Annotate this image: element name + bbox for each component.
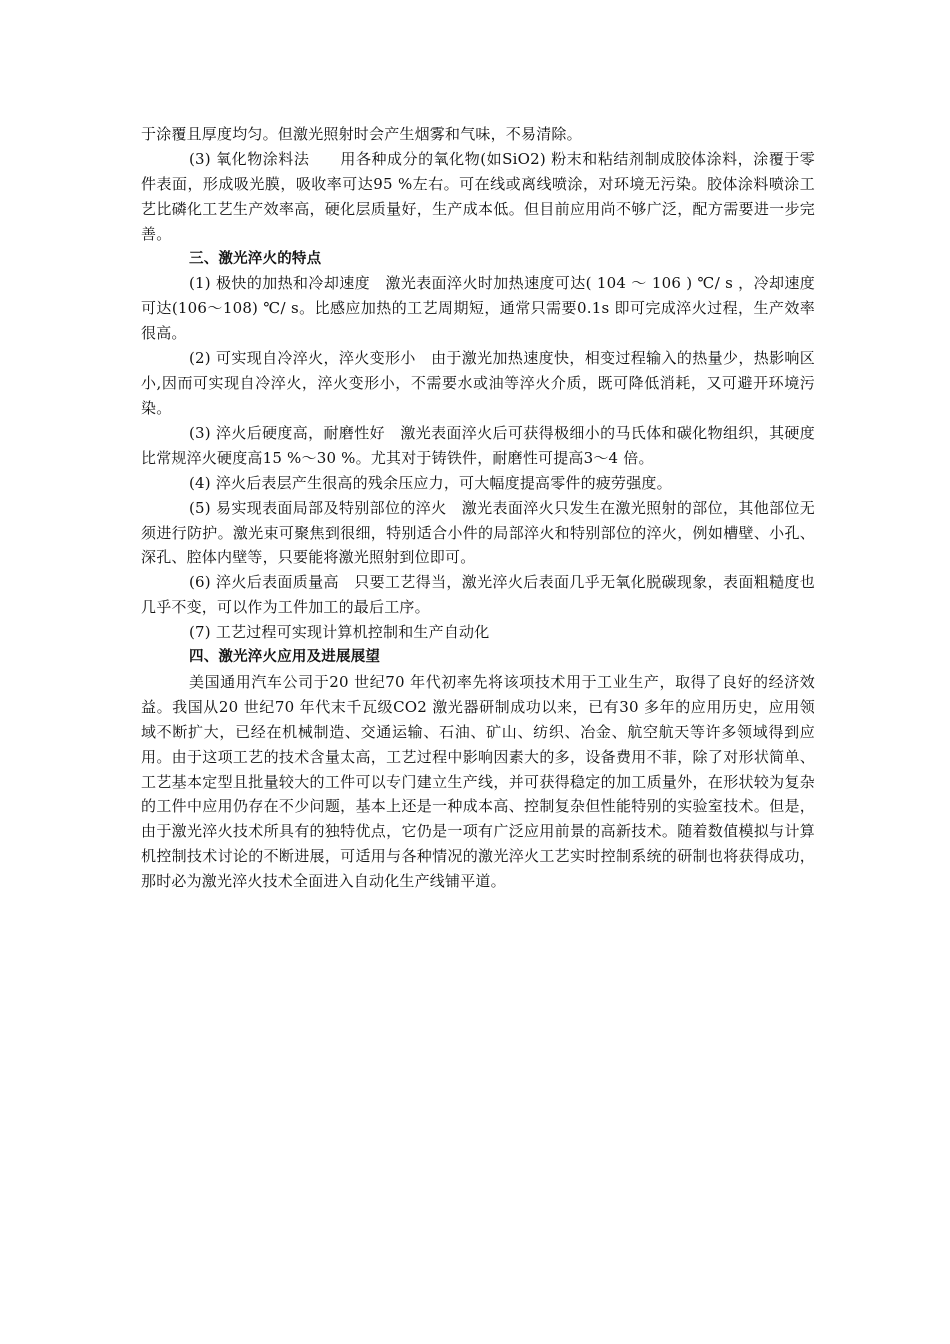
paragraph-feature-4: (4) 淬火后表层产生很高的残余压应力，可大幅度提高零件的疲劳强度。	[189, 473, 672, 492]
paragraph-feature-2: (2) 可实现自冷淬火，淬火变形小 由于激光加热速度快，相变过程输入的热量少，热影响区小,因而可实现自冷淬火，淬火变形小，不需要水或油等淬火介质，既可降低消耗，又可避开环境污染。	[141, 349, 815, 417]
paragraph-feature-1: (1) 极快的加热和冷却速度 激光表面淬火时加热速度可达( 104 ～ 106 ) ℃/ s ，冷却速度可达(106～108) ℃/ s。比感应加热的工艺周期短，通常只需要0.1s 即可完成淬火过程，生产效率很高。	[141, 274, 815, 343]
paragraph-feature-5: (5) 易实现表面局部及特别部位的淬火 激光表面淬火只发生在激光照射的部位，其他部位无须进行防护。激光束可聚焦到很细，特别适合小件的局部淬火和特别部位的淬火，例如槽壁、小孔、深孔、腔体内壁等，只要能将激光照射到位即可。	[141, 498, 815, 567]
paragraph-feature-7: (7) 工艺过程可实现计算机控制和生产自动化	[189, 623, 490, 642]
paragraph-feature-6: (6) 淬火后表面质量高 只要工艺得当，激光淬火后表面几乎无氧化脱碳现象，表面粗糙度也几乎不变，可以作为工件加工的最后工序。	[141, 573, 815, 617]
section-heading-3: 三、激光淬火的特点	[189, 250, 322, 267]
paragraph-feature-3: (3) 淬火后硬度高，耐磨性好 激光表面淬火后可获得极细小的马氏体和碳化物组织，其硬度比常规淬火硬度高15 %～30 %。尤其对于铸铁件，耐磨性可提高3～4 倍。	[141, 423, 815, 467]
paragraph-applications: 美国通用汽车公司于20 世纪70 年代初率先将该项技术用于工业生产，取得了良好的经济效益。我国从20 世纪70 年代末千瓦级CO2 激光器研制成功以来，已有30 多年的应用历史，应用领域不断扩大，已经在机械制造、交通运输、石油、矿山、纺织、冶金、航空航天等许多领域得到应用。由于这项工艺的技术含量太高，工艺过程中影响因素大的多，设备费用不菲，除了对形状简单、工艺基本定型且批量较大的工件可以专门建立生产线，并可获得稳定的加工质量外，在形状较为复杂的工件中应用仍存在不少问题，基本上还是一种成本高、控制复杂但性能特别的实验室技术。但是，由于激光淬火技术所具有的独特优点，它仍是一项有广泛应用前景的高新技术。随着数值模拟与计算机控制技术讨论的不断进展，可适用与各种情况的激光淬火工艺实时控制系统的研制也将获得成功，那时必为激光淬火技术全面进入自动化生产线铺平道。	[141, 672, 815, 891]
paragraph-oxide-coating: (3) 氧化物涂料法 用各种成分的氧化物(如SiO2) 粉末和粘结剂制成胶体涂料，涂覆于零件表面，形成吸光膜，吸收率可达95 %左右。可在线或离线喷涂，对环境无污染。胶体涂料喷涂工艺比磷化工艺生产效率高，硬化层质量好，生产成本低。但目前应用尚不够广泛，配方需要进一步完善。	[141, 149, 815, 243]
section-heading-4: 四、激光淬火应用及进展展望	[189, 649, 381, 666]
paragraph-continued: 于涂覆且厚度均匀。但激光照射时会产生烟雾和气味，不易清除。	[141, 125, 582, 143]
document-body	[141, 122, 815, 894]
